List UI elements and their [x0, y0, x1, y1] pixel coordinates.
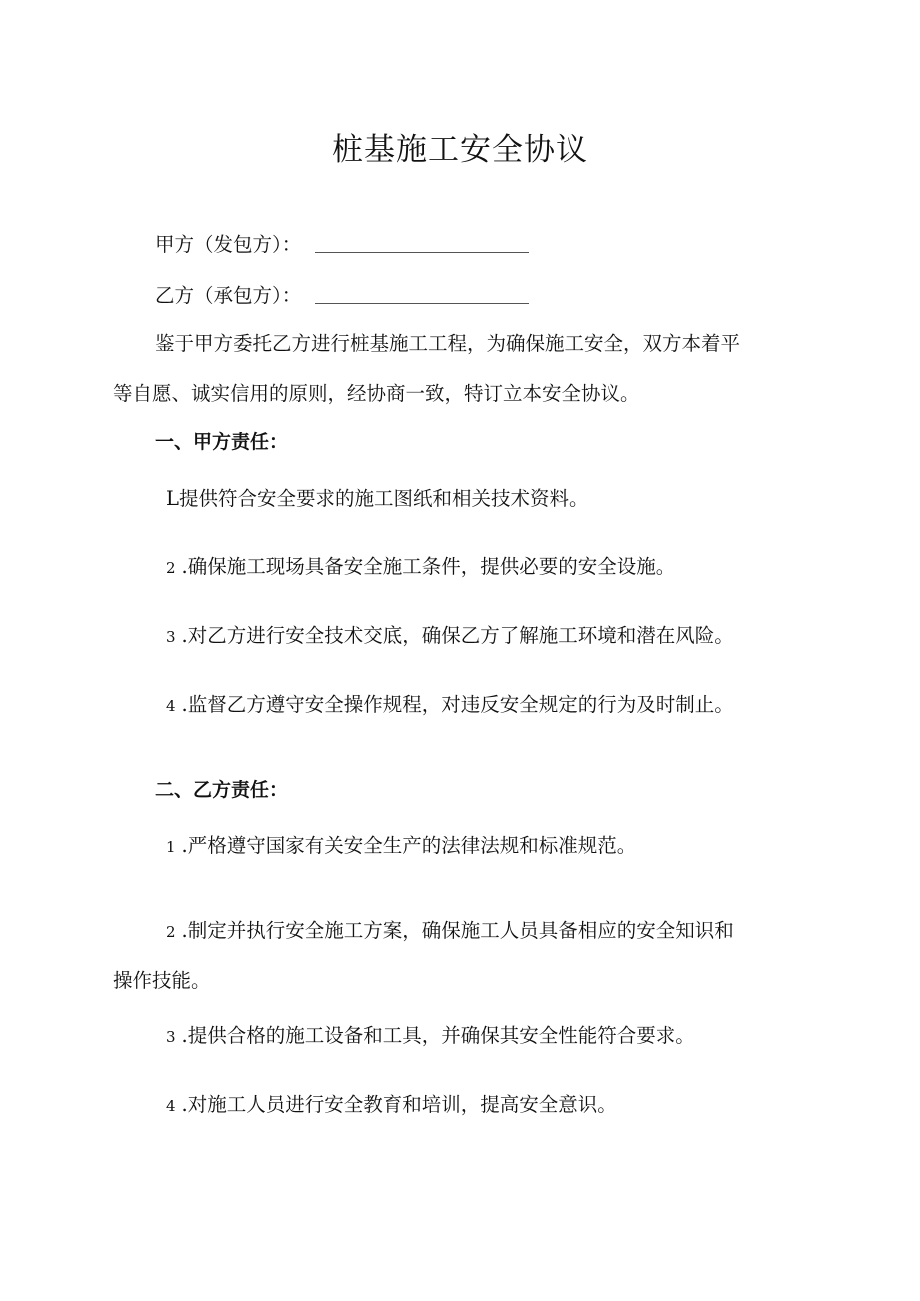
section2-item-3-text: .提供合格的施工设备和工具，并确保其安全性能符合要求。: [181, 1024, 695, 1047]
section2-item-1-number: 1: [166, 838, 176, 856]
section1-item-2: [166, 551, 675, 579]
intro-line-1: 鉴于甲方委托乙方进行桩基施工工程，为确保施工安全，双方本着平: [155, 332, 741, 355]
section2-heading: 二、乙方责任：: [155, 779, 289, 801]
section2-item-2-text: .制定并执行安全施工方案，确保施工人员具备相应的安全知识和: [181, 919, 734, 942]
section1-item-1: [166, 483, 588, 511]
section2-item-2-number: 2: [166, 923, 176, 941]
section2-item-1-text: .严格遵守国家有关安全生产的法律法规和标准规范。: [181, 834, 637, 857]
section2-item-2: [166, 915, 734, 943]
section2-item-4-text: .对施工人员进行安全教育和培训，提高安全意识。: [181, 1093, 617, 1116]
section1-item-3-number: 3: [166, 628, 176, 646]
section1-item-1-text: L提供符合安全要求的施工图纸和相关技术资料。: [166, 487, 589, 510]
section2-item-2-continuation: 操作技能。: [113, 969, 211, 992]
section1-item-4: [166, 689, 734, 717]
section2-item-4: [166, 1089, 617, 1117]
section1-item-4-number: 4: [166, 697, 176, 715]
section1-item-2-text: .确保施工现场具备安全施工条件，提供必要的安全设施。: [181, 555, 676, 578]
section2-item-1: [166, 830, 636, 858]
section1-item-3-text: .对乙方进行安全技术交底，确保乙方了解施工环境和潜在风险。: [181, 624, 734, 647]
party-a-blank: [315, 234, 529, 253]
party-b-label: 乙方（承包方）：: [155, 284, 302, 307]
party-b-blank: [315, 285, 529, 304]
section1-heading: 一、甲方责任：: [155, 431, 289, 453]
section1-item-3: [166, 620, 734, 648]
party-a-line: [155, 229, 529, 257]
section1-item-4-text: .监督乙方遵守安全操作规程，对违反安全规定的行为及时制止。: [181, 693, 734, 716]
section2-item-4-number: 4: [166, 1097, 176, 1115]
section2-item-3-number: 3: [166, 1028, 176, 1046]
section1-item-2-number: 2: [166, 559, 176, 577]
party-b-line: [155, 280, 529, 308]
section2-item-3: [166, 1020, 695, 1048]
document-title: 桩基施工安全协议: [332, 132, 588, 168]
intro-line-2: 等自愿、诚实信用的原则，经协商一致，特订立本安全协议。: [113, 382, 640, 405]
party-a-label: 甲方（发包方）：: [155, 233, 302, 256]
